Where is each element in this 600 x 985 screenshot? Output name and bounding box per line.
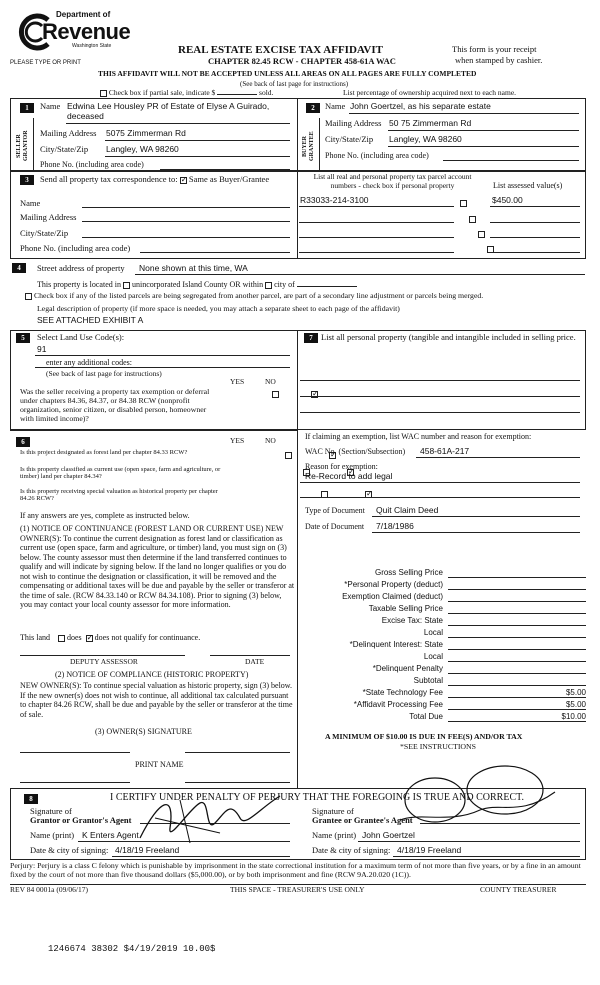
wac-value[interactable]: 458-61A-217 [420,446,470,456]
see-instructions-note: *SEE INSTRUCTIONS [400,742,477,751]
print-name-label: PRINT NAME [135,760,184,769]
tech-fee-label: *State Technology Fee [362,688,443,697]
seller-city-value[interactable]: Langley, WA 98260 [106,144,179,154]
delinquent-interest-local-label: Local [423,652,443,661]
continuance-line: This land does ✓ does not qualify for continuance. [20,633,200,642]
form-revision: REV 84 0001a (09/06/17) [10,885,88,894]
grantor-signature-icon [120,788,300,848]
grantor-date-label: Date & city of signing: [30,845,109,855]
personal-property-label: List all personal property (tangible and intangible included in selling price. [321,332,576,342]
parcel-3-checkbox[interactable] [478,231,485,238]
receipt-note-2: when stamped by cashier. [455,55,543,65]
grantor-sig-label: Signature of [30,806,72,816]
wac-label: WAC No. (Section/Subsection) [305,447,406,456]
located-line: This property is located in unincorporated Island County OR within city of [37,280,357,289]
deputy-date-label: DATE [245,657,265,666]
same-as-buyer-checkbox[interactable] [180,177,187,184]
grantee-name-print-value[interactable]: John Goertzel [362,830,415,840]
seller-phone-label: Phone No. (including area code) [40,160,144,169]
grantee-sig-label-2: Grantee or Grantee's Agent [312,815,413,825]
land-use-label: Select Land Use Code(s): [37,332,125,342]
section-8-number: 8 [24,794,38,804]
section-2-number: 2 [306,103,320,113]
land-use-code-value[interactable]: 91 [37,344,47,354]
s6-q1-yes-checkbox[interactable] [285,452,292,459]
gross-selling-price-label: Gross Selling Price [374,568,443,577]
percentage-note: List percentage of ownership acquired next to each name. [343,88,517,97]
legal-description-label: Legal description of property (if more space is needed, you may attach a separate sheet to each page of the affidavit) [37,304,400,313]
parcel-4-checkbox[interactable] [487,246,494,253]
parcel-header: List all real and personal property tax parcel account numbers - check box if personal property [313,172,472,190]
treasurer-space-label: THIS SPACE - TREASURER'S USE ONLY [230,885,365,894]
seller-name-label: Name [40,101,61,111]
exemption-claim-label: If claiming an exemption, list WAC number and reason for exemption: [305,432,532,441]
buyer-name-value[interactable]: John Goertzel, as his separate estate [350,101,491,111]
form-title: REAL ESTATE EXCISE TAX AFFIDAVIT [178,44,383,56]
minimum-due-notice: A MINIMUM OF $10.00 IS DUE IN FEE(S) AND/OR TAX [325,732,523,741]
parcel-1-checkbox[interactable] [460,200,467,207]
revenue-logo [10,8,131,70]
tech-fee-value: $5.00 [565,688,586,697]
s5-yes-header: YES [230,377,245,386]
see-back-instructions: (See back of last page for instructions) [240,80,349,88]
exemption-question: Was the seller receiving a property tax exemption or deferral under chapters 84.36, 84.37, or 84.38 RCW (nonprofit organization, senior citizen, or disabled person, homeowner with limited income)? [20,387,210,423]
taxable-selling-price-label: Taxable Selling Price [368,604,443,613]
buyer-city-label: City/State/Zip [325,134,374,144]
reason-value[interactable]: Re-Record to add legal [305,471,393,481]
s5-yes-checkbox[interactable] [272,391,279,398]
receipt-note: This form is your receipt [452,44,537,54]
s6-question-1: Is this project designated as forest land per chapter 84.33 RCW? [20,449,188,456]
buyer-phone-label: Phone No. (including area code) [325,151,429,160]
county-treasurer-label: COUNTY TREASURER [480,885,557,894]
notice-compliance-title: (2) NOTICE OF COMPLIANCE (HISTORIC PROPERTY) [55,670,249,679]
reason-label: Reason for exemption: [305,462,378,471]
excise-tax-state-label: Excise Tax: State [381,616,443,625]
street-label: Street address of property [37,263,125,273]
buyer-grantee-label: BUYER GRANTEE [302,131,315,161]
owner-signature-label: (3) OWNER(S) SIGNATURE [95,727,192,736]
street-value[interactable]: None shown at this time, WA [139,263,248,273]
land-use-see-back: (See back of last page for instructions) [46,369,162,378]
seller-mailing-value[interactable]: 5075 Zimmerman Rd [106,128,186,138]
corr-name-label: Name [20,198,41,208]
does-not-checkbox[interactable] [86,635,93,642]
buyer-mailing-value[interactable]: 50 75 Zimmerman Rd [389,118,472,128]
send-correspondence-label: Send all property tax correspondence to: ✓ Same as Buyer/Grantee [40,175,269,185]
doc-date-label: Date of Document [305,522,365,531]
logo-state: Washington State [72,43,112,49]
seller-name-value[interactable]: Edwina Lee Housley PR of Estate of Elyse A Guirado, [67,101,270,111]
s6-yes-header: YES [230,436,245,445]
assessed-1-value[interactable]: $450.00 [492,195,523,205]
grantee-signature-icon [390,762,590,832]
s6-no-header: NO [265,436,276,445]
grantee-name-print-label: Name (print) [312,830,357,840]
section-5-number: 5 [16,333,30,343]
section-3-number: 3 [20,175,34,185]
seller-mailing-label: Mailing Address [40,128,97,138]
partial-sale-checkbox[interactable] [100,90,107,97]
processing-fee-label: *Affidavit Processing Fee [353,700,443,709]
corr-mailing-label: Mailing Address [20,212,77,222]
certify-statement: I CERTIFY UNDER PENALTY OF PERJURY THAT THE FOREGOING IS TRUE AND CORRECT. [110,792,524,803]
additional-codes-label: enter any additional codes: [46,358,132,367]
logo-revenue: Revenue [42,19,131,44]
s5-no-header: NO [265,377,276,386]
receipt-stamp: 1246674 38302 $4/19/2019 10.00$ [48,944,216,954]
logo-dept: Department of [56,10,111,19]
grantee-sig-label: Signature of [312,806,354,816]
exemption-claimed-label: Exemption Claimed (deduct) [342,592,443,601]
total-due-value: $10.00 [561,712,586,721]
seller-grantor-label: SELLER GRANTOR [16,130,29,162]
section-4-number: 4 [12,263,26,273]
assessed-header: List assessed value(s) [493,181,563,190]
city-of-checkbox[interactable] [265,282,272,289]
grantor-sig-label-2: Grantor or Grantor's Agent [30,815,132,825]
unincorporated-checkbox[interactable] [123,282,130,289]
buyer-mailing-label: Mailing Address [325,118,382,128]
seller-city-label: City/State/Zip [40,144,89,154]
corr-city-label: City/State/Zip [20,228,69,238]
seller-name-value-2[interactable]: deceased [67,111,104,121]
grantee-date-label: Date & city of signing: [312,845,391,855]
section-7-number: 7 [304,333,318,343]
doc-type-label: Type of Document [305,506,365,515]
total-due-label: Total Due [409,712,443,721]
not-accepted-warning: THIS AFFIDAVIT WILL NOT BE ACCEPTED UNLESS ALL AREAS ON ALL PAGES ARE FULLY COMPLETED [98,69,477,78]
grantee-date-value[interactable]: 4/18/19 Freeland [397,845,462,855]
deputy-assessor-label: DEPUTY ASSESSOR [70,657,138,666]
grantor-name-print-value[interactable]: K Enters Agent [82,830,139,840]
please-type: PLEASE TYPE OR PRINT [10,60,81,66]
segregated-line: Check box if any of the listed parcels are being segregated from another parcel, are part of a secondary line adjustment or parcels being merged. [25,292,483,301]
excise-tax-local-label: Local [423,628,443,637]
if-yes-instructions: If any answers are yes, complete as instructed below. [20,511,190,520]
doc-type-value[interactable]: Quit Claim Deed [376,505,439,515]
grantor-date-value[interactable]: 4/18/19 Freeland [115,845,180,855]
perjury-notice: Perjury: Perjury is a class C felony which is punishable by imprisonment in the state correctional institution for a maximum term of not more than five years, or by a fine in an amount fixed by the court of not more than five thousand dollars ($5,000.00), or by both imprisonment and fine (RCW 9A.20.020 (1C)). [10,861,581,879]
doc-date-value[interactable]: 7/18/1986 [376,521,414,531]
delinquent-interest-state-label: *Delinquent Interest: State [349,640,443,649]
processing-fee-value: $5.00 [565,700,586,709]
partial-sale-label: Check box if partial sale, indicate $ sold. [100,89,273,98]
parcel-2-checkbox[interactable] [469,216,476,223]
legal-description-value[interactable]: SEE ATTACHED EXHIBIT A [37,315,144,325]
notice-of-compliance: NEW OWNER(S): To continue special valuation as historic property, sign (3) below. If the new owner(s) does not wish to continue, all additional tax calculated pursuant to chapter 84.26 RCW, shall be due and payable by the seller or transferor at the time of sale. [20,681,293,719]
section-1-number: 1 [20,103,34,113]
buyer-name-label: Name [325,101,346,111]
section-6-number: 6 [16,437,30,447]
s6-question-3: Is this property receiving special valuation as historical property per chapter 84.26 RCW? [20,488,218,503]
notice-of-continuance: (1) NOTICE OF CONTINUANCE (FOREST LAND OR CURRENT USE) NEW OWNER(S): To continue the current designation as forest land or classification as current use (open space, farm and agriculture, or timber) land, you must sign on (3) below. The county assessor must then determine if the land transferred continues to qualify and will indicate by signing below. If the land no longer qualifies or you do not wish to continue the designation or classification, it will be removed and the compensating or additional taxes will be due and payable by the seller or transferor at the time of sale. (RCW 84.33.140 or RCW 84.34.108). Prior to signing (3) below, you may contact your local county assessor for more information. [20,524,295,610]
delinquent-penalty-label: *Delinquent Penalty [372,664,443,673]
grantor-name-print-label: Name (print) [30,830,75,840]
s6-question-2: Is this property classified as current use (open space, farm and agriculture, or timber) land per chapter 84.34? [20,466,221,481]
subtotal-label: Subtotal [413,676,443,685]
personal-property-deduct-label: *Personal Property (deduct) [344,580,443,589]
form-subtitle: CHAPTER 82.45 RCW - CHAPTER 458-61A WAC [208,56,396,66]
buyer-city-value[interactable]: Langley, WA 98260 [389,134,462,144]
corr-phone-label: Phone No. (including area code) [20,243,131,253]
parcel-1-value[interactable]: R33033-214-3100 [300,195,369,205]
does-checkbox[interactable] [58,635,65,642]
segregated-checkbox[interactable] [25,293,32,300]
